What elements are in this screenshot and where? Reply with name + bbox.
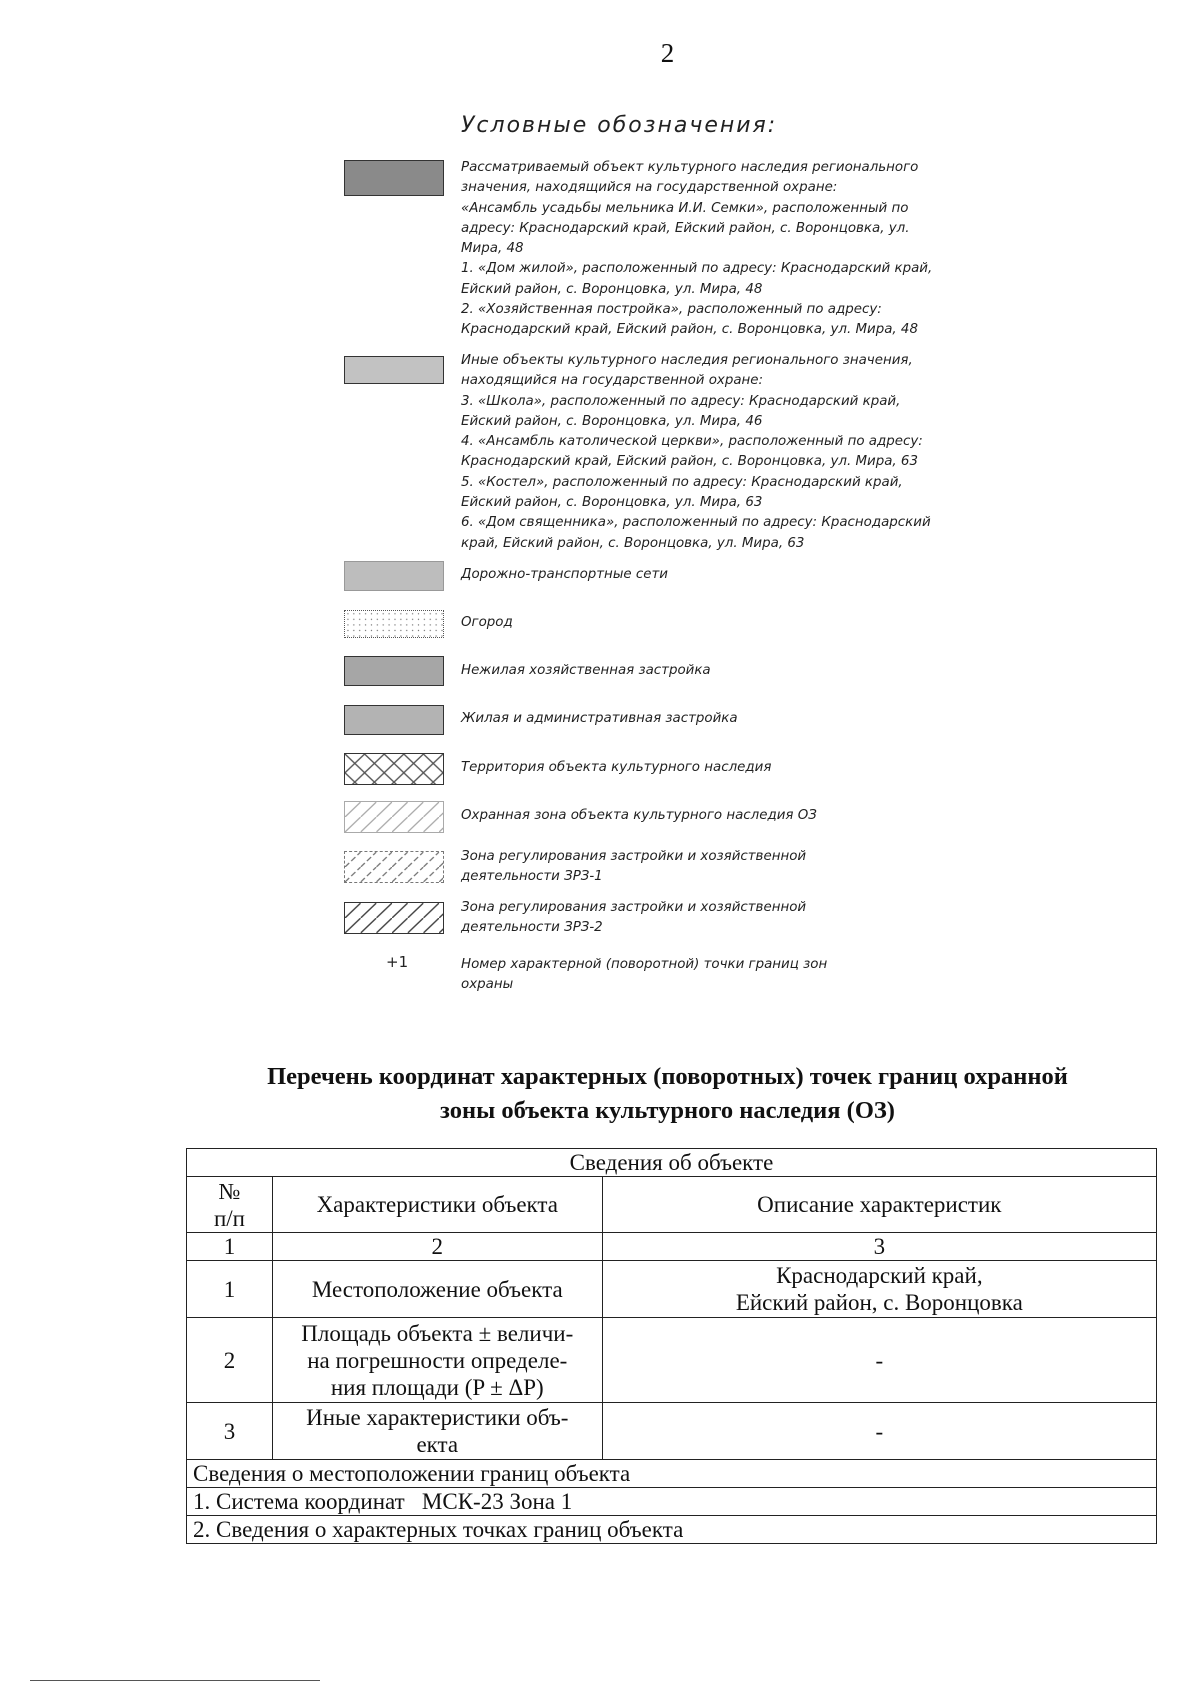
row-description-cell xyxy=(602,1403,1156,1460)
dashed-hatch-swatch xyxy=(344,851,444,883)
legend-line: Краснодарский край, Ейский район, с. Воронцовка, ул. Мира, 48 xyxy=(461,322,918,338)
legend-line: Рассматриваемый объект культурного наследия регионального xyxy=(461,160,919,175)
header-description-cell: Описание характеристик xyxy=(602,1177,1156,1233)
cell-line: Иные характеристики объ- xyxy=(306,1405,569,1430)
header-num-line: п/п xyxy=(213,1205,245,1231)
legend-line: находящийся на государственной охране: xyxy=(461,373,764,389)
residential-building-swatch xyxy=(344,705,444,735)
heading-line: Перечень координат характерных (поворотных) точек границ охранной xyxy=(267,1063,1068,1090)
table-row xyxy=(187,1488,1157,1516)
legend-line: 6. «Дом священника», расположенный по адресу: Краснодарский xyxy=(461,515,931,531)
header-num-cell xyxy=(187,1177,273,1233)
cell-line: - xyxy=(875,1418,884,1444)
legend-item-heritage-territory xyxy=(461,758,771,778)
point-marker-icon: +1 xyxy=(386,953,409,971)
row-num-cell: 2 xyxy=(187,1318,273,1403)
col-number-cell: 2 xyxy=(272,1233,602,1261)
legend-line: Нежилая хозяйственная застройка xyxy=(461,663,711,678)
cell-line: на погрешности определе- xyxy=(307,1347,568,1373)
legend-line: Дорожно-транспортные сети xyxy=(461,567,668,582)
legend-item-zrz-2 xyxy=(461,898,806,939)
footer-divider xyxy=(30,1680,320,1681)
cell-line: Ейский район, с. Воронцовка xyxy=(735,1290,1023,1315)
table-row xyxy=(187,1261,1157,1318)
legend-line: 4. «Ансамбль католической церкви», расположенный по адресу: xyxy=(461,434,923,450)
header-num-line: № xyxy=(218,1178,241,1204)
column-numbers-row xyxy=(187,1233,1157,1261)
legend-item-other-objects xyxy=(461,351,931,554)
legend-item-point-number xyxy=(461,955,827,996)
legend-line: Жилая и административная застройка xyxy=(461,711,738,726)
legend-line: адресу: Краснодарский край, Ейский район, с. Воронцовка, ул. xyxy=(461,220,910,236)
legend-line: 5. «Костел», расположенный по адресу: Краснодарский край, xyxy=(461,474,903,490)
col-number-cell: 3 xyxy=(602,1233,1156,1261)
legend-line: «Ансамбль усадьбы мельника И.И. Семки», расположенный по xyxy=(461,200,909,216)
legend-item-protection-zone xyxy=(461,806,817,826)
cross-hatch-swatch xyxy=(344,753,444,785)
legend-item-garden xyxy=(461,613,513,633)
legend-line: Зона регулирования застройки и хозяйственной xyxy=(461,900,807,915)
legend-line: Территория объекта культурного наследия xyxy=(461,760,772,775)
table-row xyxy=(187,1460,1157,1488)
legend-line: Охранная зона объекта культурного наследия ОЗ xyxy=(461,808,817,823)
legend-title: Условные обозначения: xyxy=(461,113,778,138)
legend-item-residential xyxy=(461,709,738,729)
legend-line: Иные объекты культурного наследия регионального значения, xyxy=(461,353,913,368)
points-title-cell: 2. Сведения о характерных точках границ объекта xyxy=(187,1516,1157,1544)
col-number-cell: 1 xyxy=(187,1233,273,1261)
legend-line: Краснодарский край, Ейский район, с. Воронцовка, ул. Мира, 63 xyxy=(461,454,918,470)
legend-item-considered-object xyxy=(461,158,932,341)
legend-line: Зона регулирования застройки и хозяйственной xyxy=(461,849,807,864)
legend-line: 1. «Дом жилой», расположенный по адресу: Краснодарский край, xyxy=(461,261,933,277)
legend-line: 3. «Школа», расположенный по адресу: Краснодарский край, xyxy=(461,393,901,409)
legend-item-roads xyxy=(461,565,668,585)
legend-line: Огород xyxy=(461,615,513,630)
cell-line: Площадь объекта ± величи- xyxy=(301,1320,574,1346)
heading-line: зоны объекта культурного наследия (ОЗ) xyxy=(440,1097,895,1124)
legend-line: охраны xyxy=(461,977,514,993)
nonresidential-building-swatch xyxy=(344,656,444,686)
table-row xyxy=(187,1318,1157,1403)
row-description-cell xyxy=(602,1318,1156,1403)
coord-system-cell: 1. Система координат МСК-23 Зона 1 xyxy=(187,1488,1157,1516)
light-hatch-swatch xyxy=(344,801,444,833)
page-number: 2 xyxy=(660,38,675,68)
legend-line: край, Ейский район, с. Воронцовка, ул. Мира, 63 xyxy=(461,535,805,551)
legend-item-zrz-1 xyxy=(461,847,806,888)
road-network-swatch xyxy=(344,561,444,591)
legend-line: значения, находящийся на государственной охране: xyxy=(461,180,838,196)
cell-line: ния площади (P ± ΔP) xyxy=(330,1374,544,1400)
table-row xyxy=(187,1149,1157,1177)
legend-line: Мира, 48 xyxy=(461,241,524,257)
legend-line: деятельности ЗРЗ-1 xyxy=(461,869,603,885)
row-characteristic-cell xyxy=(272,1403,602,1460)
cell-line: Краснодарский край, xyxy=(776,1263,983,1288)
page-heading xyxy=(180,1060,1155,1128)
row-description-cell xyxy=(602,1261,1156,1318)
legend-item-nonresidential xyxy=(461,661,711,681)
legend-line: Ейский район, с. Воронцовка, ул. Мира, 63 xyxy=(461,495,763,511)
legend-line: Ейский район, с. Воронцовка, ул. Мира, 46 xyxy=(461,413,763,429)
row-num-cell: 1 xyxy=(187,1261,273,1318)
cell-line: Местоположение объекта xyxy=(311,1276,563,1302)
section-title-cell: Сведения об объекте xyxy=(187,1149,1157,1177)
cell-line: - xyxy=(875,1347,884,1373)
dark-gray-fill-swatch xyxy=(344,160,444,196)
legend-line: деятельности ЗРЗ-2 xyxy=(461,920,603,936)
cell-line: екта xyxy=(416,1432,459,1457)
object-info-table xyxy=(186,1148,1157,1544)
dark-hatch-swatch xyxy=(344,902,444,934)
table-row xyxy=(187,1403,1157,1460)
legend-line: Ейский район, с. Воронцовка, ул. Мира, 48 xyxy=(461,281,763,297)
dotted-garden-swatch xyxy=(344,610,444,638)
light-gray-fill-swatch xyxy=(344,356,444,384)
legend-line: 2. «Хозяйственная постройка», расположенный по адресу: xyxy=(461,302,882,318)
header-characteristic-cell: Характеристики объекта xyxy=(272,1177,602,1233)
table-header-row xyxy=(187,1177,1157,1233)
legend-line: Номер характерной (поворотной) точки границ зон xyxy=(461,957,828,972)
table-row xyxy=(187,1516,1157,1544)
row-characteristic-cell xyxy=(272,1318,602,1403)
row-num-cell: 3 xyxy=(187,1403,273,1460)
location-title-cell: Сведения о местоположении границ объекта xyxy=(187,1460,1157,1488)
row-characteristic-cell xyxy=(272,1261,602,1318)
